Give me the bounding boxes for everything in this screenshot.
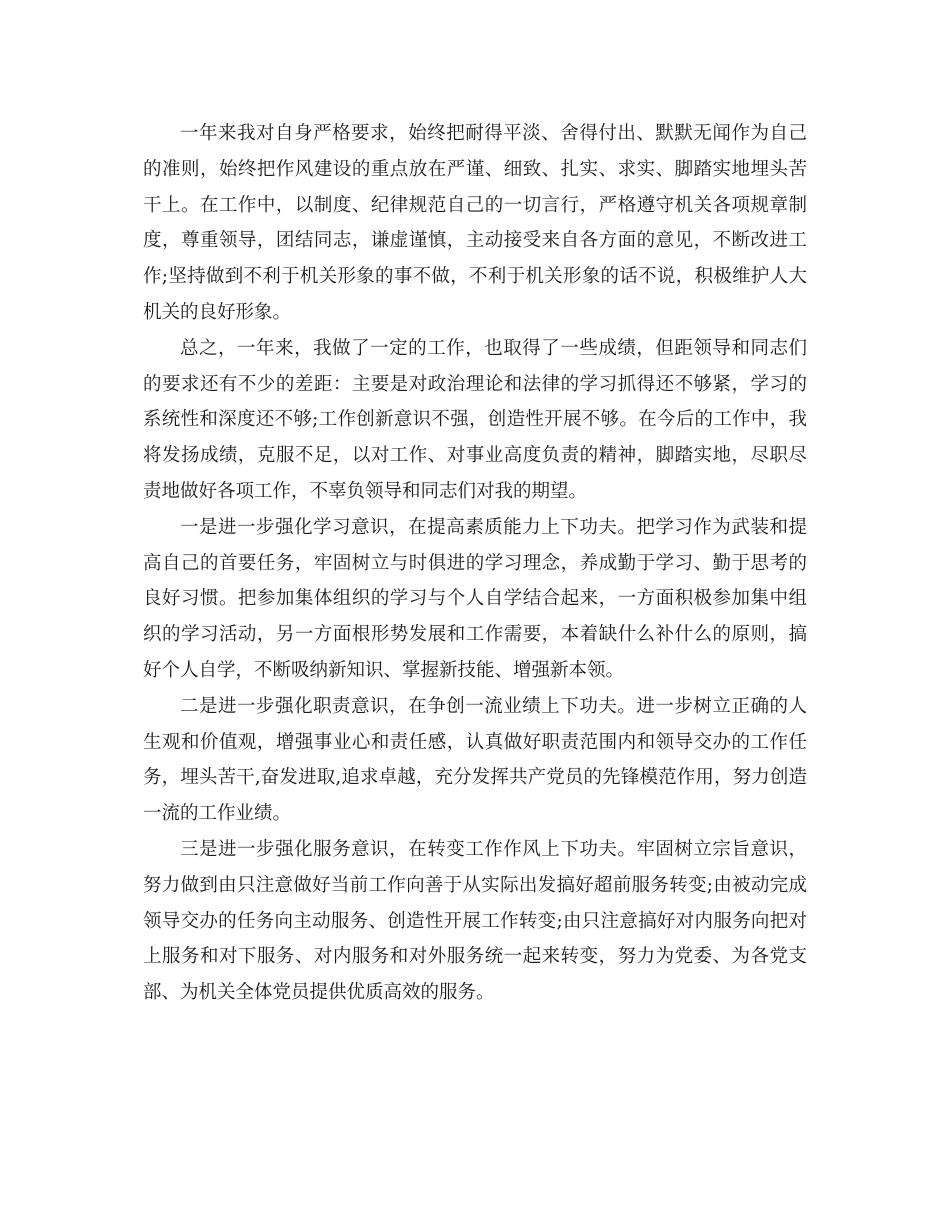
paragraph-study-awareness: 一是进一步强化学习意识，在提高素质能力上下功夫。把学习作为武装和提高自己的首要任务，牢固树立与时俱进的学习理念，养成勤于学习、勤于思考的良好习惯。把参加集体组织的学习与个人自学结合起来，一方面积极参加集中组织的学习活动，另一方面根形势发展和工作需要，本着缺什么补什么的原则，搞好个人自学，不断吸纳新知识、掌握新技能、增强新本领。	[143, 516, 807, 681]
document-body	[143, 116, 807, 1011]
paragraph-summary: 总之，一年来，我做了一定的工作，也取得了一些成绩，但距领导和同志们的要求还有不少的差距：主要是对政治理论和法律的学习抓得还不够紧，学习的系统性和深度还不够;工作创新意识不强，创造性开展不够。在今后的工作中，我将发扬成绩，克服不足，以对工作、对事业高度负责的精神，脚踏实地，尽职尽责地做好各项工作，不辜负领导和同志们对我的期望。	[143, 337, 807, 502]
paragraph-service-awareness: 三是进一步强化服务意识，在转变工作作风上下功夫。牢固树立宗旨意识，努力做到由只注意做好当前工作向善于从实际出发搞好超前服务转变;由被动完成领导交办的任务向主动服务、创造性开展工作转变;由只注意搞好对内服务向把对上服务和对下服务、对内服务和对外服务统一起来转变，努力为党委、为各党支部、为机关全体党员提供优质高效的服务。	[143, 838, 807, 1004]
paragraph-self-discipline: 一年来我对自身严格要求，始终把耐得平淡、舍得付出、默默无闻作为自己的准则，始终把作风建设的重点放在严谨、细致、扎实、求实、脚踏实地埋头苦干上。在工作中，以制度、纪律规范自己的一切言行，严格遵守机关各项规章制度，尊重领导，团结同志，谦虚谨慎，主动接受来自各方面的意见，不断改进工作;坚持做到不利于机关形象的事不做，不利于机关形象的话不说，积极维护人大机关的良好形象。	[143, 123, 807, 323]
paragraph-duty-awareness: 二是进一步强化职责意识，在争创一流业绩上下功夫。进一步树立正确的人生观和价值观，增强事业心和责任感，认真做好职责范围内和领导交办的工作任务，埋头苦干,奋发进取,追求卓越，充分发挥共产党员的先锋模范作用，努力创造一流的工作业绩。	[143, 695, 807, 825]
